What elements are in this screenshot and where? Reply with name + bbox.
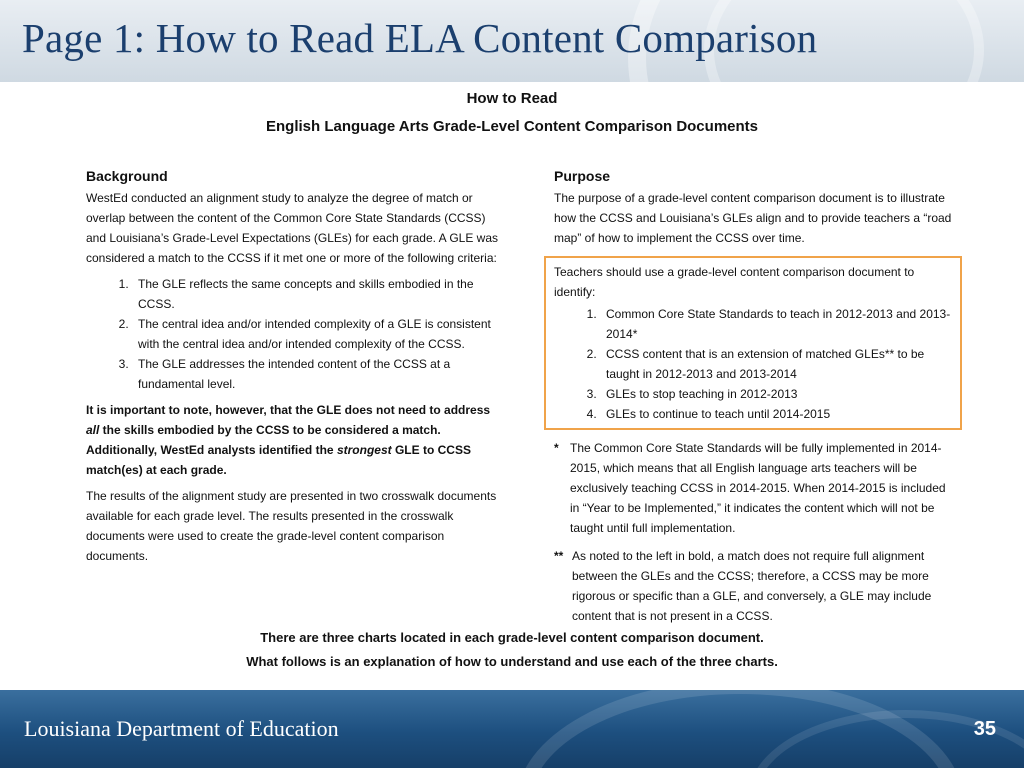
closing-line: What follows is an explanation of how to understand and use each of the three charts. [246, 654, 778, 669]
match-note-text: the skills embodied by the CCSS to be considered a match. Additionally, WestEd analysts identified the [86, 423, 441, 457]
list-item: 2. The central idea and/or intended complexity of a GLE is consistent with the central idea and/or intended complexity of the CCSS. [132, 314, 498, 354]
background-title: Background [86, 168, 168, 184]
list-item: 3. GLEs to stop teaching in 2012-2013 [600, 384, 954, 404]
page-number: 35 [973, 718, 996, 740]
document-image [62, 82, 962, 690]
footnote-text: The Common Core State Standards will be fully implemented in 2014-2015, which means that all English language arts teachers will be exclusively teaching CCSS in 2014-2015. When 2014-2015 is included in “Year to be Implemented,” it indicates the content which will not be taught until full implementation. [570, 441, 946, 535]
identify-list [554, 304, 954, 424]
footnote-mark: * [554, 441, 559, 455]
footnote-single [554, 438, 954, 538]
footnote-double [554, 546, 954, 626]
document-subheading: English Language Arts Grade-Level Content Comparison Documents [265, 118, 758, 135]
list-item: 1. The GLE reflects the same concepts and skills embodied in the CCSS. [132, 274, 498, 314]
purpose-title: Purpose [554, 168, 611, 184]
organization-name: Louisiana Department of Education [24, 716, 339, 741]
background-column [86, 166, 498, 572]
document-heading: How to Read [466, 90, 558, 107]
background-intro: WestEd conducted an alignment study to analyze the degree of match or overlap between the content of the Common Core State Standards (CCSS) and Louisiana’s Grade-Level Expectations (GLEs) for each grade. A GLE was considered a match to the CCSS if it met one or more of the following criteria: [86, 191, 499, 265]
footnote-mark: ** [554, 549, 564, 563]
list-item: 4. GLEs to continue to teach until 2014-2015 [600, 404, 954, 424]
criteria-list [86, 274, 498, 394]
footnote-text: As noted to the left in bold, a match does not require full alignment between the GLEs and the CCSS; therefore, a CCSS may be more rigorous or specific than a GLE, and conversely, a GLE may include content that is not present in a CCSS. [572, 549, 932, 623]
slide-title: Page 1: How to Read ELA Content Comparison [22, 15, 818, 61]
match-note [86, 400, 498, 480]
closing-line: There are three charts located in each grade-level content comparison document. [260, 630, 764, 645]
purpose-intro: The purpose of a grade-level content comparison document is to illustrate how the CCSS and Louisiana’s GLEs align and to provide teachers a “road map” of how to implement the CCSS over time. [554, 191, 952, 245]
purpose-column [554, 166, 954, 632]
match-note-text: GLE to CCSS match(es) at each grade. [86, 443, 471, 477]
slide-footer [0, 690, 1024, 768]
list-item: 1. Common Core State Standards to teach in 2012-2013 and 2013-2014* [600, 304, 954, 344]
match-note-emphasis: strongest [336, 443, 392, 457]
slide-header [0, 0, 1024, 82]
results-paragraph: The results of the alignment study are presented in two crosswalk documents available for each grade level. The results presented in the crosswalk documents were used to create the grade-level content comparison documents. [86, 489, 497, 563]
list-item: 3. The GLE addresses the intended content of the CCSS at a fundamental level. [132, 354, 498, 394]
match-note-emphasis: all [86, 423, 100, 437]
list-item: 2. CCSS content that is an extension of matched GLEs** to be taught in 2012-2013 and 2013-2014 [600, 344, 954, 384]
box-intro: Teachers should use a grade-level content comparison document to identify: [554, 265, 915, 299]
highlight-box [544, 256, 962, 430]
match-note-text: It is important to note, however, that the GLE does not need to address [86, 403, 491, 417]
